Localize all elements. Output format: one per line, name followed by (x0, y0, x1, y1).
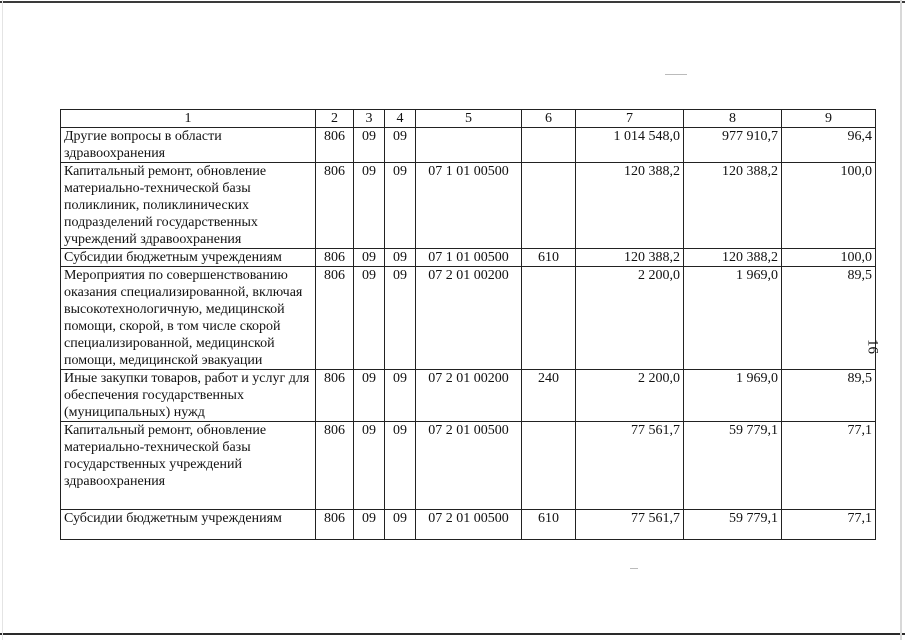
header-cell: 2 (316, 110, 354, 128)
table-row (61, 370, 876, 422)
cell-target-code: 07 1 01 00500 (416, 249, 522, 267)
cell-expense-type: 610 (522, 510, 576, 540)
scan-speck (665, 74, 687, 75)
cell-subsection: 09 (385, 249, 416, 267)
cell-subsection: 09 (385, 267, 416, 370)
cell-planned: 2 200,0 (576, 267, 684, 370)
cell-expense-type (522, 422, 576, 510)
cell-expense-type (522, 163, 576, 249)
scan-edge-bottom (0, 633, 905, 635)
cell-ministry: 806 (316, 249, 354, 267)
cell-section: 09 (354, 370, 385, 422)
scan-edge-right (900, 0, 902, 640)
cell-planned: 77 561,7 (576, 510, 684, 540)
cell-subsection: 09 (385, 510, 416, 540)
cell-actual: 977 910,7 (684, 128, 782, 163)
header-cell: 5 (416, 110, 522, 128)
cell-actual: 59 779,1 (684, 422, 782, 510)
table-row (61, 163, 876, 249)
cell-subsection: 09 (385, 163, 416, 249)
cell-percent: 89,5 (782, 370, 876, 422)
cell-section: 09 (354, 267, 385, 370)
header-cell: 4 (385, 110, 416, 128)
cell-percent: 89,5 (782, 267, 876, 370)
cell-planned: 120 388,2 (576, 163, 684, 249)
cell-planned: 77 561,7 (576, 422, 684, 510)
cell-target-code: 07 2 01 00500 (416, 422, 522, 510)
cell-expense-type (522, 267, 576, 370)
cell-actual: 120 388,2 (684, 163, 782, 249)
cell-percent: 77,1 (782, 422, 876, 510)
row-name: Субсидии бюджетным учреждениям (61, 510, 316, 540)
cell-planned: 120 388,2 (576, 249, 684, 267)
cell-subsection: 09 (385, 422, 416, 510)
table-row (61, 249, 876, 267)
cell-planned: 1 014 548,0 (576, 128, 684, 163)
cell-target-code: 07 2 01 00500 (416, 510, 522, 540)
cell-percent: 100,0 (782, 249, 876, 267)
cell-section: 09 (354, 249, 385, 267)
row-name: Мероприятия по совершенствованию оказания специализированной, включая высокотехнологичную, медицинской помощи, скорой, в том числе скорой специализированной, медицинской помощи, медицинской эвакуации (61, 267, 316, 370)
cell-subsection: 09 (385, 128, 416, 163)
cell-actual: 1 969,0 (684, 370, 782, 422)
row-name: Капитальный ремонт, обновление материально-технической базы государственных учреждений здравоохранения (61, 422, 316, 510)
cell-planned: 2 200,0 (576, 370, 684, 422)
table-row (61, 267, 876, 370)
cell-target-code: 07 1 01 00500 (416, 163, 522, 249)
row-name: Другие вопросы в области здравоохранения (61, 128, 316, 163)
cell-ministry: 806 (316, 422, 354, 510)
row-name: Капитальный ремонт, обновление материально-технической базы поликлиник, поликлинических подразделений государственных учреждений здравоохранения (61, 163, 316, 249)
cell-section: 09 (354, 128, 385, 163)
cell-expense-type (522, 128, 576, 163)
header-cell: 6 (522, 110, 576, 128)
cell-section: 09 (354, 510, 385, 540)
table-header-row (61, 110, 876, 128)
row-name: Субсидии бюджетным учреждениям (61, 249, 316, 267)
cell-ministry: 806 (316, 370, 354, 422)
header-cell: 3 (354, 110, 385, 128)
page-number: 16 (864, 339, 881, 354)
cell-percent: 96,4 (782, 128, 876, 163)
cell-ministry: 806 (316, 128, 354, 163)
cell-ministry: 806 (316, 163, 354, 249)
header-cell: 7 (576, 110, 684, 128)
cell-actual: 1 969,0 (684, 267, 782, 370)
cell-actual: 120 388,2 (684, 249, 782, 267)
cell-subsection: 09 (385, 370, 416, 422)
table-row (61, 422, 876, 510)
cell-percent: 100,0 (782, 163, 876, 249)
cell-target-code: 07 2 01 00200 (416, 370, 522, 422)
cell-target-code (416, 128, 522, 163)
cell-ministry: 806 (316, 267, 354, 370)
cell-expense-type: 610 (522, 249, 576, 267)
scan-edge-top (0, 1, 905, 3)
cell-percent: 77,1 (782, 510, 876, 540)
cell-section: 09 (354, 422, 385, 510)
cell-actual: 59 779,1 (684, 510, 782, 540)
budget-table (60, 109, 876, 540)
cell-expense-type: 240 (522, 370, 576, 422)
header-cell: 8 (684, 110, 782, 128)
row-name: Иные закупки товаров, работ и услуг для обеспечения государственных (муниципальных) нужд (61, 370, 316, 422)
cell-section: 09 (354, 163, 385, 249)
scan-speck (630, 568, 638, 569)
cell-target-code: 07 2 01 00200 (416, 267, 522, 370)
scan-edge-left (2, 0, 3, 640)
header-cell: 1 (61, 110, 316, 128)
header-cell: 9 (782, 110, 876, 128)
table-row (61, 510, 876, 540)
table-row (61, 128, 876, 163)
cell-ministry: 806 (316, 510, 354, 540)
